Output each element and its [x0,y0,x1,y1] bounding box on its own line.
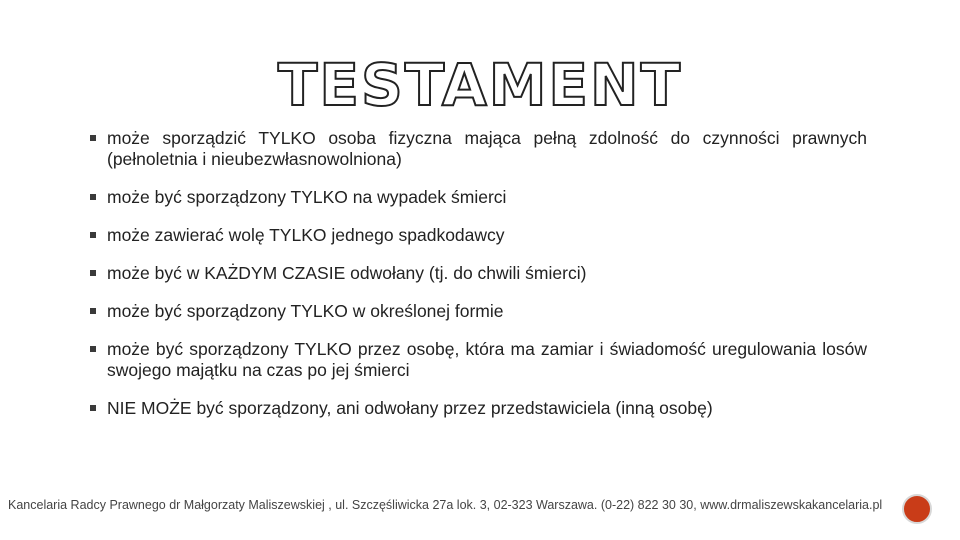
square-bullet-icon [90,194,96,200]
bullet-item [90,339,867,381]
bullet-item [90,301,867,322]
bullet-item [90,225,867,246]
square-bullet-icon [90,232,96,238]
slide-title: TESTAMENT [277,51,683,119]
bullet-item [90,263,867,284]
bullet-text: może zawierać wolę TYLKO jednego spadkodawcy [107,225,505,245]
square-bullet-icon [90,308,96,314]
bullet-text: może być sporządzony TYLKO na wypadek śmierci [107,187,507,207]
square-bullet-icon [90,346,96,352]
bullet-item [90,398,867,419]
bullet-item [90,187,867,208]
bullet-text: może być w KAŻDYM CZASIE odwołany (tj. do chwili śmierci) [107,263,587,283]
square-bullet-icon [90,135,96,141]
bullet-text: NIE MOŻE być sporządzony, ani odwołany przez przedstawiciela (inną osobę) [107,398,713,418]
bullet-list [90,128,867,436]
square-bullet-icon [90,270,96,276]
square-bullet-icon [90,405,96,411]
footer-contact: Kancelaria Radcy Prawnego dr Małgorzaty Maliszewskiej , ul. Szczęśliwicka 27a lok. 3, 02-323 Warszawa. (0-22) 822 30 30, www.drmaliszewskakancelaria.pl [8,498,883,512]
page-number-badge [902,494,932,524]
bullet-item [90,128,867,170]
bullet-text: może być sporządzony TYLKO w określonej formie [107,301,504,321]
bullet-text: może sporządzić TYLKO osoba fizyczna mająca pełną zdolność do czynności prawnych (pełnoletnia i nieubezwłasnowolniona) [107,128,867,169]
bullet-text: może być sporządzony TYLKO przez osobę, która ma zamiar i świadomość uregulowania losów swojego majątku na czas po jej śmierci [107,339,867,380]
